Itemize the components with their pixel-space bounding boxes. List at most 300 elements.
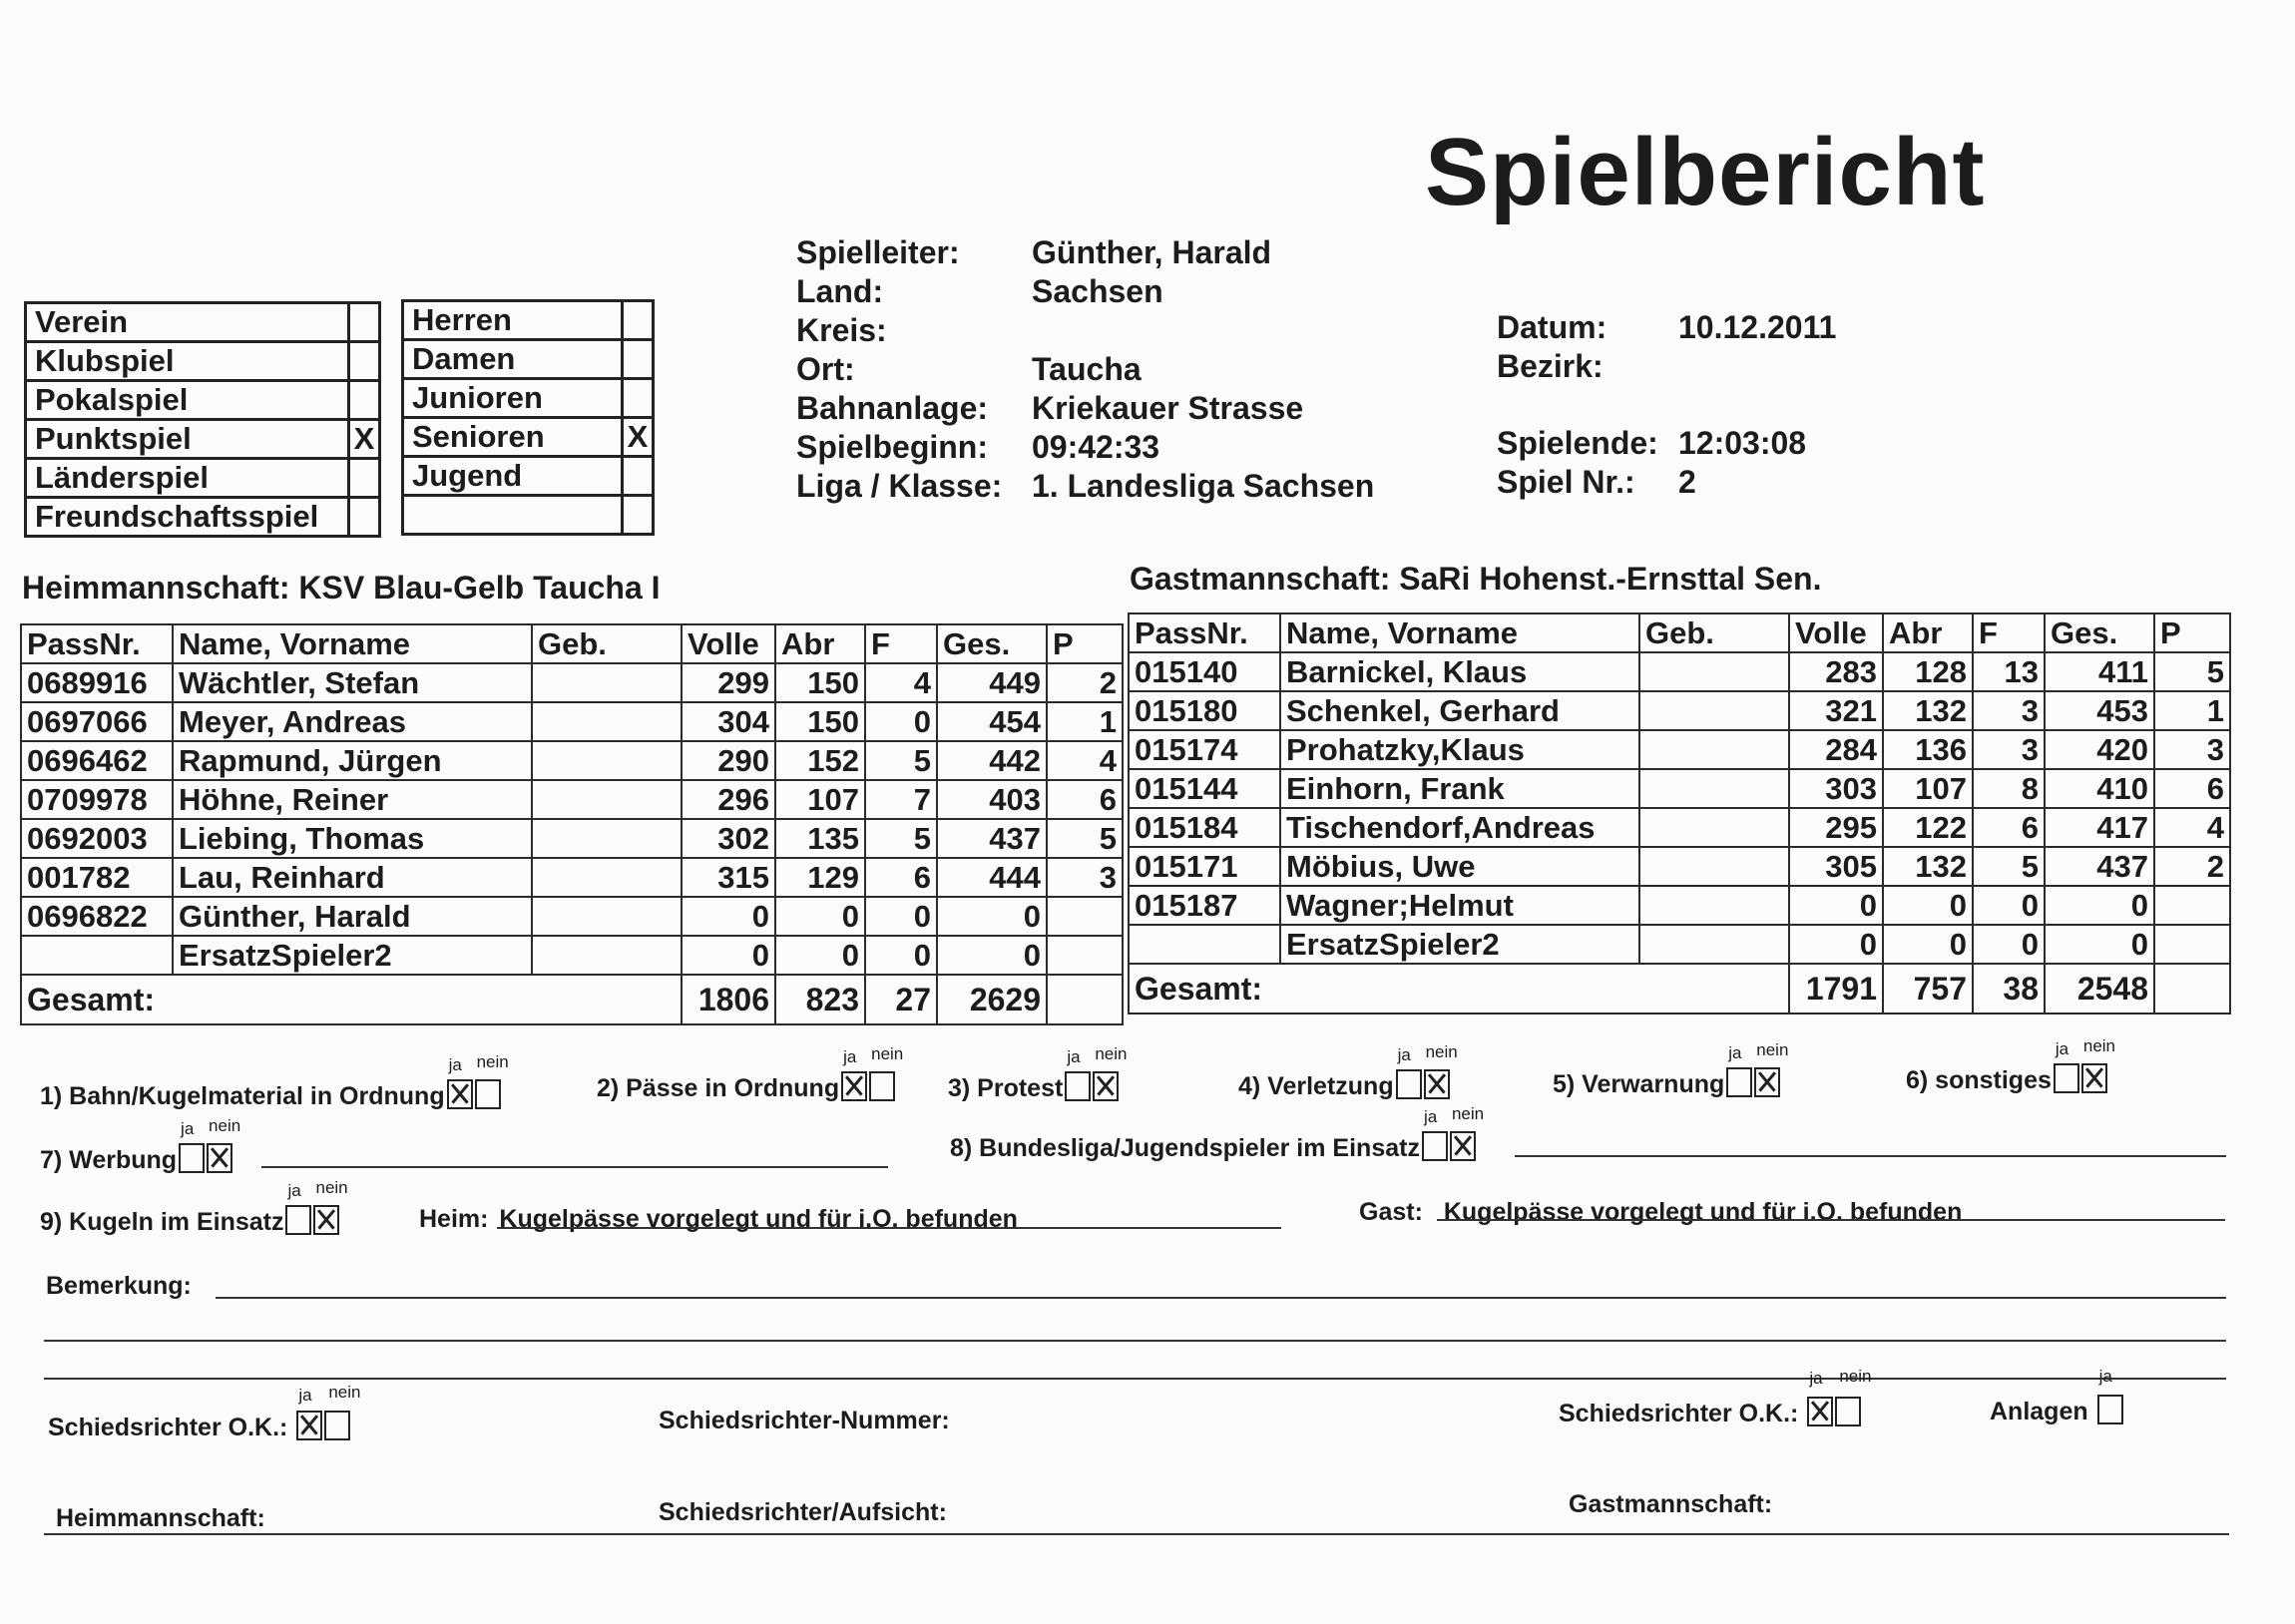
game-type-row [26,381,380,420]
game-type-checkbox[interactable]: X [349,420,380,459]
referee-home-nein-checkbox[interactable] [324,1411,350,1440]
guest-cell-passnr [1129,925,1280,964]
guest-cell-passnr: 015144 [1129,769,1280,808]
guest-cell-p: 2 [2154,847,2230,886]
home-cell-passnr [21,936,173,975]
home-cell-f: 7 [865,780,937,819]
category-table [401,299,655,536]
guest-cell-volle: 0 [1789,925,1883,964]
home-total-label: Gesamt: [21,975,682,1024]
guest-cell-f: 3 [1973,691,2045,730]
q1-nein-label: nein [476,1052,509,1071]
guest-cell-ges: 453 [2045,691,2154,730]
anlagen-block [1990,1367,2123,1426]
guest-cell-f: 13 [1973,652,2045,691]
game-type-label: Klubspiel [26,342,349,381]
q7-ja-label: ja [181,1119,195,1138]
guest-header-p: P [2154,613,2230,652]
referee-guest-ja-checkbox[interactable] [1807,1397,1833,1426]
home-cell-f: 4 [865,663,937,702]
home-total-ges: 2629 [937,975,1047,1024]
guest-team-name: SaRi Hohenst.-Ernsttal Sen. [1399,561,1822,597]
home-cell-geb [532,741,682,780]
home-total-f: 27 [865,975,937,1024]
home-cell-p: 4 [1047,741,1123,780]
game-type-checkbox[interactable] [349,381,380,420]
guest-cell-p [2154,886,2230,925]
q6-label: 6) sonstiges [1906,1066,2052,1094]
guest-cell-f: 5 [1973,847,2045,886]
game-type-label: Punktspiel [26,420,349,459]
game-type-label: Pokalspiel [26,381,349,420]
heim-label: Heim: [419,1205,489,1233]
question-1 [40,1052,509,1111]
game-type-table [24,301,381,538]
signature-line [44,1533,2229,1535]
home-cell-volle: 0 [682,936,775,975]
q4-options [1394,1042,1458,1101]
guest-cell-geb [1639,808,1789,847]
bemerkung-line-3 [44,1378,2226,1380]
home-cell-name: Höhne, Reiner [173,780,532,819]
q1-ja-label: ja [448,1055,462,1074]
home-header-abr: Abr [775,624,865,663]
bemerkung-line-2 [44,1340,2226,1342]
guest-cell-passnr: 015184 [1129,808,1280,847]
referee-guest-nein-checkbox[interactable] [1835,1397,1861,1426]
home-cell-ges: 437 [937,819,1047,858]
q4-nein-checkbox[interactable] [1424,1069,1450,1099]
game-type-checkbox[interactable] [349,498,380,537]
home-cell-name: Wächtler, Stefan [173,663,532,702]
home-cell-geb [532,897,682,936]
guest-cell-abr: 122 [1883,808,1973,847]
guest-header-passnr: PassNr. [1129,613,1280,652]
guest-cell-name: Wagner;Helmut [1280,886,1639,925]
guest-cell-name: Einhorn, Frank [1280,769,1639,808]
guest-cell-name: ErsatzSpieler2 [1280,925,1639,964]
home-cell-abr: 135 [775,819,865,858]
q7-options [177,1116,241,1175]
q3-nein-checkbox[interactable] [1093,1071,1119,1101]
game-type-row [26,303,380,342]
home-player-row [21,936,1123,975]
guest-total-label: Gesamt: [1129,964,1789,1014]
guest-header-volle: Volle [1789,613,1883,652]
home-cell-ges: 454 [937,702,1047,741]
guest-cell-passnr: 015140 [1129,652,1280,691]
category-row [403,418,654,457]
land-label: Land: [796,273,884,309]
q1-nein-checkbox[interactable] [475,1079,501,1109]
home-cell-p: 1 [1047,702,1123,741]
guest-cell-passnr: 015171 [1129,847,1280,886]
ort-value: Taucha [1032,351,1142,387]
q7-label: 7) Werbung [40,1146,178,1174]
home-header-name: Name, Vorname [173,624,532,663]
game-type-checkbox[interactable] [349,459,380,498]
guest-cell-geb [1639,847,1789,886]
guest-cell-name: Tischendorf,Andreas [1280,808,1639,847]
guest-cell-ges: 410 [2045,769,2154,808]
home-player-row [21,741,1123,780]
guest-player-row [1129,886,2230,925]
home-cell-name: Günther, Harald [173,897,532,936]
home-total-abr: 823 [775,975,865,1024]
referee-ok-guest [1559,1367,1872,1428]
q9-label: 9) Kugeln im Einsatz [40,1208,284,1236]
spielbeginn-label: Spielbeginn: [796,429,988,465]
q5-nein-checkbox[interactable] [1754,1067,1780,1097]
home-total-p [1047,975,1123,1024]
guest-cell-f: 3 [1973,730,2045,769]
home-header-p: P [1047,624,1123,663]
home-cell-f: 0 [865,936,937,975]
game-type-label: Verein [26,303,349,342]
home-cell-ges: 444 [937,858,1047,897]
guest-cell-f: 0 [1973,886,2045,925]
guest-cell-passnr: 015180 [1129,691,1280,730]
referee-ok-home [48,1383,361,1442]
bemerkung-label: Bemerkung: [46,1272,192,1300]
home-header-f: F [865,624,937,663]
q6-options [2052,1036,2116,1095]
q7-ja-checkbox[interactable] [179,1143,205,1173]
home-cell-ges: 0 [937,897,1047,936]
guest-cell-f: 6 [1973,808,2045,847]
guest-cell-abr: 128 [1883,652,1973,691]
q9-options [283,1178,348,1237]
q2-ja-checkbox[interactable] [841,1071,867,1101]
q8-options [1420,1104,1485,1163]
anlagen-label: Anlagen [1990,1398,2088,1425]
q2-ja-label: ja [843,1047,857,1066]
home-cell-abr: 152 [775,741,865,780]
guest-team-label: Gastmannschaft: [1130,561,1391,597]
home-cell-volle: 296 [682,780,775,819]
category-checkbox[interactable] [623,340,654,379]
category-label: Jugend [403,457,623,496]
guest-cell-volle: 283 [1789,652,1883,691]
match-info-block [796,233,1374,506]
bahnanlage-label: Bahnanlage: [796,390,989,426]
q4-nein-label: nein [1425,1042,1458,1061]
guest-cell-name: Möbius, Uwe [1280,847,1639,886]
q6-ja-checkbox[interactable] [2054,1063,2079,1093]
q1-label: 1) Bahn/Kugelmaterial in Ordnung [40,1082,445,1110]
guest-cell-p: 1 [2154,691,2230,730]
guest-cell-p: 5 [2154,652,2230,691]
category-checkbox[interactable] [623,379,654,418]
guest-cell-f: 8 [1973,769,2045,808]
q5-ja-checkbox[interactable] [1726,1067,1752,1097]
spielleiter-label: Spielleiter: [796,234,960,270]
home-cell-name: Meyer, Andreas [173,702,532,741]
guest-cell-ges: 0 [2045,886,2154,925]
home-cell-passnr: 0696462 [21,741,173,780]
home-total-row [21,975,1123,1024]
home-cell-abr: 150 [775,663,865,702]
match-end-block [1497,424,1806,502]
home-cell-abr: 0 [775,897,865,936]
guest-cell-name: Prohatzky,Klaus [1280,730,1639,769]
q9-ja-label: ja [287,1181,301,1200]
question-9 [40,1178,348,1237]
bahnanlage-value: Kriekauer Strasse [1032,390,1304,426]
home-player-row [21,702,1123,741]
home-cell-ges: 449 [937,663,1047,702]
home-cell-p: 5 [1047,819,1123,858]
guest-header-f: F [1973,613,2045,652]
q9-nein-checkbox[interactable] [313,1205,339,1235]
category-label [403,496,623,535]
guest-cell-f: 0 [1973,925,2045,964]
referee-number-label: Schiedsrichter-Nummer: [659,1407,950,1434]
guest-cell-geb [1639,730,1789,769]
question-6 [1906,1036,2116,1095]
datum-label: Datum: [1497,309,1607,345]
game-type-row [26,498,380,537]
category-row [403,457,654,496]
q1-ja-checkbox[interactable] [447,1079,473,1109]
anlagen-ja-checkbox[interactable] [2097,1395,2123,1424]
home-header-passnr: PassNr. [21,624,173,663]
guest-cell-geb [1639,691,1789,730]
home-cell-ges: 403 [937,780,1047,819]
guest-cell-geb [1639,925,1789,964]
home-cell-name: Liebing, Thomas [173,819,532,858]
home-cell-p: 3 [1047,858,1123,897]
q5-nein-label: nein [1756,1040,1789,1059]
guest-cell-abr: 107 [1883,769,1973,808]
guest-cell-p [2154,925,2230,964]
gast-note: Kugelpässe vorgelegt und für i.O. befunden [1443,1198,1963,1226]
spielnr-value: 2 [1678,464,1696,500]
land-value: Sachsen [1032,273,1163,309]
q6-nein-label: nein [2082,1036,2116,1055]
category-label: Junioren [403,379,623,418]
guest-total-ges: 2548 [2045,964,2154,1014]
q2-options [839,1044,904,1103]
anlagen-ja-label: ja [2098,1367,2112,1386]
home-header-geb: Geb. [532,624,682,663]
home-cell-f: 0 [865,897,937,936]
home-cell-passnr: 0689916 [21,663,173,702]
guest-cell-passnr: 015187 [1129,886,1280,925]
category-row [403,340,654,379]
home-team-heading [22,570,661,607]
guest-player-row [1129,925,2230,964]
spielnr-label: Spiel Nr.: [1497,464,1635,500]
home-cell-volle: 290 [682,741,775,780]
guest-cell-abr: 0 [1883,886,1973,925]
home-cell-passnr: 0696822 [21,897,173,936]
guest-cell-volle: 284 [1789,730,1883,769]
guest-player-row [1129,808,2230,847]
home-player-row [21,819,1123,858]
guest-cell-volle: 305 [1789,847,1883,886]
referee-ok-guest-label: Schiedsrichter O.K.: [1559,1400,1799,1427]
q4-label: 4) Verletzung [1238,1072,1394,1100]
home-header-ges: Ges. [937,624,1047,663]
liga-label: Liga / Klasse: [796,468,1003,504]
guest-cell-volle: 295 [1789,808,1883,847]
guest-team-table [1128,612,2231,1015]
home-cell-ges: 0 [937,936,1047,975]
guest-cell-ges: 437 [2045,847,2154,886]
guest-cell-abr: 0 [1883,925,1973,964]
question-2 [597,1044,904,1103]
guest-cell-volle: 321 [1789,691,1883,730]
q8-ja-label: ja [1423,1107,1438,1126]
game-type-checkbox[interactable] [349,342,380,381]
guest-total-volle: 1791 [1789,964,1883,1014]
home-cell-f: 5 [865,819,937,858]
referee-home-ja-checkbox[interactable] [296,1411,322,1440]
home-header-volle: Volle [682,624,775,663]
category-label: Senioren [403,418,623,457]
q2-label: 2) Pässe in Ordnung [597,1074,840,1102]
question-4 [1238,1042,1458,1101]
guest-cell-ges: 411 [2045,652,2154,691]
q8-nein-checkbox[interactable] [1450,1131,1476,1161]
home-cell-volle: 0 [682,897,775,936]
heim-note: Kugelpässe vorgelegt und für i.O. befunden [499,1205,1018,1233]
q8-ja-checkbox[interactable] [1422,1131,1448,1161]
q3-ja-checkbox[interactable] [1065,1071,1091,1101]
guest-player-row [1129,652,2230,691]
home-cell-passnr: 0697066 [21,702,173,741]
home-cell-geb [532,663,682,702]
guest-cell-ges: 420 [2045,730,2154,769]
home-cell-geb [532,858,682,897]
category-checkbox[interactable]: X [623,418,654,457]
category-row [403,301,654,340]
kreis-label: Kreis: [796,312,887,348]
category-label: Herren [403,301,623,340]
guest-cell-p: 3 [2154,730,2230,769]
question-3 [948,1044,1128,1103]
home-total-volle: 1806 [682,975,775,1024]
home-player-row [21,858,1123,897]
q5-label: 5) Verwarnung [1553,1070,1725,1098]
guest-cell-geb [1639,769,1789,808]
game-type-row [26,459,380,498]
q9-ja-checkbox[interactable] [285,1205,311,1235]
category-row [403,379,654,418]
home-cell-f: 5 [865,741,937,780]
guest-player-row [1129,847,2230,886]
guest-cell-volle: 0 [1789,886,1883,925]
home-cell-abr: 107 [775,780,865,819]
guest-team-heading [1130,561,1821,598]
bemerkung-line-1 [216,1297,2226,1299]
q7-nein-label: nein [209,1116,241,1135]
home-team-name: KSV Blau-Gelb Taucha I [298,570,661,606]
q4-ja-checkbox[interactable] [1396,1069,1422,1099]
q3-label: 3) Protest [948,1074,1064,1102]
referee-guest-nein-label: nein [1839,1367,1872,1386]
q4-ja-label: ja [1397,1045,1411,1064]
referee-home-ja-label: ja [298,1386,312,1405]
liga-value: 1. Landesliga Sachsen [1032,468,1375,504]
referee-guest-ja-label: ja [1809,1369,1823,1388]
q3-options [1063,1044,1128,1103]
guest-cell-volle: 303 [1789,769,1883,808]
home-cell-passnr: 0692003 [21,819,173,858]
home-cell-passnr: 0709978 [21,780,173,819]
guest-cell-passnr: 015174 [1129,730,1280,769]
guest-cell-abr: 136 [1883,730,1973,769]
home-cell-p [1047,897,1123,936]
guest-cell-geb [1639,886,1789,925]
guest-header-geb: Geb. [1639,613,1789,652]
category-checkbox[interactable] [623,496,654,535]
home-cell-name: Rapmund, Jürgen [173,741,532,780]
q5-ja-label: ja [1728,1043,1742,1062]
guest-cell-p: 6 [2154,769,2230,808]
guest-total-p [2154,964,2230,1014]
heim-note-block [419,1205,1018,1234]
q7-nein-checkbox[interactable] [207,1143,232,1173]
q2-nein-label: nein [871,1044,904,1063]
q1-options [445,1052,509,1111]
home-cell-abr: 0 [775,936,865,975]
category-checkbox[interactable] [623,457,654,496]
game-type-label: Länderspiel [26,459,349,498]
report-title: Spielbericht [1425,119,1986,225]
guest-player-row [1129,691,2230,730]
heim-line [497,1227,1281,1229]
q2-nein-checkbox[interactable] [869,1071,895,1101]
spielende-label: Spielende: [1497,425,1658,461]
home-cell-geb [532,780,682,819]
home-cell-geb [532,702,682,741]
datum-value: 10.12.2011 [1678,309,1837,345]
home-cell-passnr: 001782 [21,858,173,897]
guest-cell-p: 4 [2154,808,2230,847]
match-date-block [1497,308,1836,386]
game-type-checkbox[interactable] [349,303,380,342]
sign-guest-label: Gastmannschaft: [1569,1490,1773,1518]
guest-cell-ges: 0 [2045,925,2154,964]
home-cell-geb [532,819,682,858]
sign-home-label: Heimmannschaft: [56,1504,265,1532]
sign-referee-label: Schiedsrichter/Aufsicht: [659,1498,947,1526]
home-cell-f: 6 [865,858,937,897]
category-checkbox[interactable] [623,301,654,340]
q6-ja-label: ja [2055,1039,2069,1058]
guest-header-ges: Ges. [2045,613,2154,652]
werbung-line [261,1166,888,1168]
guest-cell-name: Barnickel, Klaus [1280,652,1639,691]
gast-label: Gast: [1359,1198,1423,1226]
home-cell-f: 0 [865,702,937,741]
guest-cell-abr: 132 [1883,847,1973,886]
home-cell-volle: 299 [682,663,775,702]
guest-player-row [1129,730,2230,769]
spielleiter-value: Günther, Harald [1032,234,1272,270]
gast-note-block [1359,1198,1962,1227]
home-cell-volle: 302 [682,819,775,858]
game-type-row [26,420,380,459]
home-cell-geb [532,936,682,975]
guest-cell-abr: 132 [1883,691,1973,730]
home-player-row [21,897,1123,936]
spielende-value: 12:03:08 [1678,425,1807,461]
q6-nein-checkbox[interactable] [2081,1063,2107,1093]
guest-total-abr: 757 [1883,964,1973,1014]
